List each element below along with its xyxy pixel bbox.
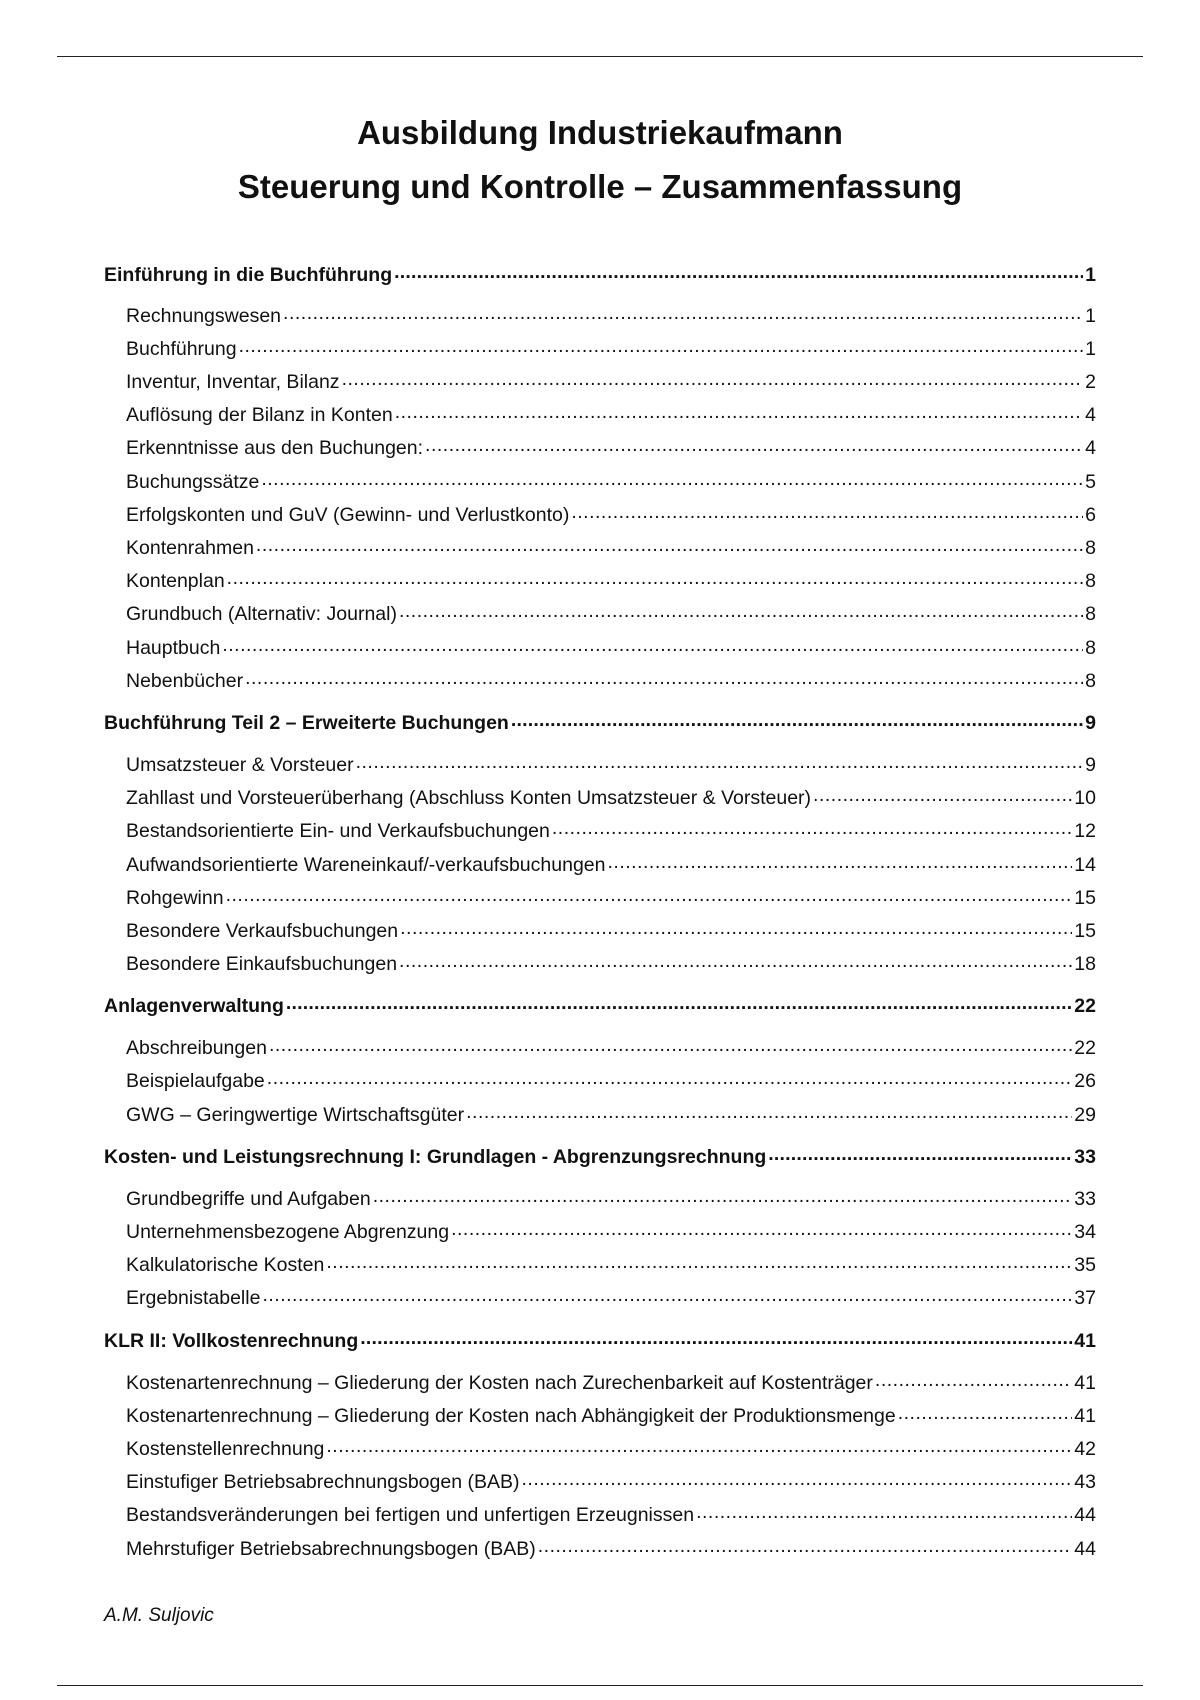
toc-entry[interactable] xyxy=(104,1252,1096,1285)
toc-entry[interactable] xyxy=(104,1369,1096,1402)
toc-dot-leader xyxy=(373,1185,1073,1205)
toc-entry[interactable] xyxy=(104,818,1096,851)
toc-page-number: 8 xyxy=(1085,669,1096,692)
toc-entry-title: Kosten- und Leistungsrechnung I: Grundlagen - Abgrenzungsrechnung xyxy=(104,1145,767,1168)
toc-dot-leader xyxy=(286,993,1072,1013)
toc-entry-title: Unternehmensbezogene Abgrenzung xyxy=(126,1221,450,1243)
toc-dot-leader xyxy=(267,1068,1073,1088)
toc-page-number: 14 xyxy=(1074,853,1096,876)
toc-page-number: 34 xyxy=(1074,1221,1096,1243)
toc-entry[interactable] xyxy=(104,402,1096,435)
toc-entry-title: Kontenrahmen xyxy=(126,537,254,559)
toc-page-number: 1 xyxy=(1085,337,1096,360)
toc-page-number: 9 xyxy=(1085,753,1096,776)
toc-dot-leader xyxy=(696,1502,1072,1522)
toc-entry[interactable] xyxy=(104,335,1096,368)
toc-entry[interactable] xyxy=(104,634,1096,667)
toc-page-number: 4 xyxy=(1085,437,1096,460)
title-line-1: Ausbildung Industriekaufmann xyxy=(357,114,843,151)
toc-entry-title: Umsatzsteuer & Vorsteuer xyxy=(126,753,354,776)
toc-entry[interactable] xyxy=(104,302,1096,335)
toc-dot-leader xyxy=(394,261,1083,281)
toc-entry-title: Kostenstellenrechnung xyxy=(126,1437,325,1460)
toc-entry[interactable] xyxy=(104,1502,1096,1535)
toc-dot-leader xyxy=(245,667,1083,687)
top-rule xyxy=(57,56,1143,57)
toc-page-number: 44 xyxy=(1074,1537,1096,1560)
toc-entry-title: Einführung in die Buchführung xyxy=(104,263,393,286)
toc-entry-title: GWG – Geringwertige Wirtschaftsgüter xyxy=(126,1103,465,1126)
toc-entry-title: Ergebnistabelle xyxy=(126,1287,261,1310)
toc-entry[interactable] xyxy=(104,501,1096,534)
toc-entry[interactable] xyxy=(104,884,1096,917)
toc-dot-leader xyxy=(283,302,1083,322)
toc-chapter[interactable] xyxy=(104,993,1096,1027)
page-title xyxy=(0,106,1200,214)
toc-dot-leader xyxy=(451,1219,1072,1239)
toc-page-number: 43 xyxy=(1074,1471,1096,1494)
toc-entry[interactable] xyxy=(104,1035,1096,1068)
toc-page-number: 1 xyxy=(1085,263,1096,286)
bottom-rule xyxy=(57,1685,1143,1686)
toc-entry[interactable] xyxy=(104,1469,1096,1502)
toc-page-number: 8 xyxy=(1085,603,1096,626)
toc-entry[interactable] xyxy=(104,851,1096,884)
toc-entry-title: Grundbuch (Alternativ: Journal) xyxy=(126,603,397,626)
toc-entry-title: Auflösung der Bilanz in Konten xyxy=(126,404,393,427)
toc-entry-title: Kalkulatorische Kosten xyxy=(126,1254,325,1277)
toc-entry[interactable] xyxy=(104,751,1096,784)
toc-entry-title: Rechnungswesen xyxy=(126,304,282,327)
toc-dot-leader xyxy=(813,785,1072,805)
toc-entry-title: Aufwandsorientierte Wareneinkauf/-verkaufsbuchungen xyxy=(126,853,606,876)
toc-page-number: 15 xyxy=(1074,919,1096,942)
toc-entry[interactable] xyxy=(104,1068,1096,1101)
toc-page-number: 8 xyxy=(1085,537,1096,559)
toc-entry[interactable] xyxy=(104,1402,1096,1435)
toc-entry-title: Beispielaufgabe xyxy=(126,1070,265,1093)
toc-entry[interactable] xyxy=(104,369,1096,402)
toc-page-number: 18 xyxy=(1074,953,1096,976)
toc-entry-title: Hauptbuch xyxy=(126,636,221,659)
toc-page-number: 33 xyxy=(1074,1145,1096,1168)
toc-dot-leader xyxy=(256,535,1083,555)
toc-dot-leader xyxy=(400,917,1072,937)
toc-dot-leader xyxy=(262,1285,1072,1305)
toc-entry-title: Kostenartenrechnung – Gliederung der Kosten nach Zurechenbarkeit auf Kostenträger xyxy=(126,1371,873,1394)
toc-page-number: 8 xyxy=(1085,570,1096,593)
toc-entry-title: Einstufiger Betriebsabrechnungsbogen (BAB) xyxy=(126,1471,520,1494)
toc-page-number: 44 xyxy=(1074,1504,1096,1527)
toc-entry[interactable] xyxy=(104,1435,1096,1468)
toc-entry-title: Buchführung xyxy=(126,337,237,360)
toc-entry[interactable] xyxy=(104,535,1096,568)
toc-entry-title: Besondere Verkaufsbuchungen xyxy=(126,919,399,942)
toc-page-number: 5 xyxy=(1085,470,1096,493)
toc-dot-leader xyxy=(399,951,1072,971)
toc-dot-leader xyxy=(768,1143,1072,1163)
toc-entry-title: Rohgewinn xyxy=(126,886,224,909)
toc-page-number: 6 xyxy=(1085,503,1096,526)
toc-entry-title: Buchungssätze xyxy=(126,470,260,493)
toc-page-number: 2 xyxy=(1085,371,1096,394)
toc-entry[interactable] xyxy=(104,917,1096,950)
table-of-contents xyxy=(104,261,1096,1568)
toc-chapter[interactable] xyxy=(104,1327,1096,1361)
toc-dot-leader xyxy=(875,1369,1072,1389)
author-name: A.M. Suljovic xyxy=(104,1605,214,1626)
toc-entry-title: Mehrstufiger Betriebsabrechnungsbogen (BAB) xyxy=(126,1537,536,1560)
toc-dot-leader xyxy=(326,1435,1072,1455)
toc-chapter[interactable] xyxy=(104,261,1096,294)
toc-dot-leader xyxy=(395,402,1083,422)
toc-entry-title: Erkenntnisse aus den Buchungen: xyxy=(126,437,424,460)
toc-dot-leader xyxy=(222,634,1083,654)
toc-page-number: 42 xyxy=(1074,1437,1096,1460)
toc-dot-leader xyxy=(552,818,1072,838)
toc-entry[interactable] xyxy=(104,951,1096,984)
toc-dot-leader xyxy=(227,568,1083,588)
toc-page-number: 33 xyxy=(1074,1187,1096,1210)
toc-entry-title: Bestandsveränderungen bei fertigen und unfertigen Erzeugnissen xyxy=(126,1504,695,1527)
toc-page-number: 22 xyxy=(1074,995,1096,1018)
toc-page-number: 41 xyxy=(1074,1404,1096,1427)
toc-entry[interactable] xyxy=(104,1535,1096,1568)
toc-entry[interactable] xyxy=(104,1101,1096,1134)
toc-entry[interactable] xyxy=(104,1185,1096,1218)
toc-dot-leader xyxy=(326,1252,1072,1272)
toc-page-number: 41 xyxy=(1074,1329,1096,1352)
toc-dot-leader xyxy=(239,335,1084,355)
toc-page-number: 4 xyxy=(1085,404,1096,427)
toc-entry-title: Zahllast und Vorsteuerüberhang (Abschluss Konten Umsatzsteuer & Vorsteuer) xyxy=(126,787,812,810)
toc-dot-leader xyxy=(261,468,1083,488)
toc-dot-leader xyxy=(607,851,1072,871)
toc-chapter[interactable] xyxy=(104,1143,1096,1177)
toc-entry[interactable] xyxy=(104,667,1096,700)
toc-entry[interactable] xyxy=(104,1285,1096,1318)
toc-entry-title: KLR II: Vollkostenrechnung xyxy=(104,1329,359,1352)
toc-page-number: 29 xyxy=(1074,1103,1096,1126)
toc-entry-title: Erfolgskonten und GuV (Gewinn- und Verlustkonto) xyxy=(126,503,570,526)
toc-dot-leader xyxy=(466,1101,1072,1121)
toc-entry[interactable] xyxy=(104,785,1096,818)
toc-entry[interactable] xyxy=(104,601,1096,634)
toc-page-number: 10 xyxy=(1074,787,1096,810)
toc-entry-title: Kostenartenrechnung – Gliederung der Kosten nach Abhängigkeit der Produktionsmenge xyxy=(126,1404,896,1427)
toc-page-number: 26 xyxy=(1074,1070,1096,1093)
toc-entry-title: Buchführung Teil 2 – Erweiterte Buchungen xyxy=(104,711,509,734)
toc-page-number: 35 xyxy=(1074,1254,1096,1277)
toc-page-number: 1 xyxy=(1085,304,1096,327)
toc-page-number: 9 xyxy=(1085,711,1096,734)
toc-entry-title: Kontenplan xyxy=(126,570,225,593)
toc-entry-title: Bestandsorientierte Ein- und Verkaufsbuchungen xyxy=(126,820,550,843)
toc-entry[interactable] xyxy=(104,568,1096,601)
toc-entry-title: Anlagenverwaltung xyxy=(104,995,284,1018)
toc-page-number: 22 xyxy=(1074,1037,1096,1060)
toc-page-number: 15 xyxy=(1074,886,1096,909)
toc-dot-leader xyxy=(511,709,1083,729)
toc-entry-title: Abschreibungen xyxy=(126,1037,267,1060)
title-line-2: Steuerung und Kontrolle – Zusammenfassung xyxy=(237,168,963,205)
toc-entry-title: Inventur, Inventar, Bilanz xyxy=(126,371,340,394)
toc-dot-leader xyxy=(360,1327,1072,1347)
toc-dot-leader xyxy=(898,1402,1073,1422)
toc-entry-title: Nebenbücher xyxy=(126,669,244,692)
toc-page-number: 37 xyxy=(1074,1287,1096,1310)
toc-dot-leader xyxy=(269,1035,1072,1055)
toc-chapter[interactable] xyxy=(104,709,1096,743)
toc-dot-leader xyxy=(226,884,1073,904)
toc-dot-leader xyxy=(425,435,1083,455)
toc-entry[interactable] xyxy=(104,1219,1096,1252)
toc-dot-leader xyxy=(356,751,1084,771)
toc-dot-leader xyxy=(522,1469,1073,1489)
toc-dot-leader xyxy=(538,1535,1073,1555)
toc-entry[interactable] xyxy=(104,468,1096,501)
toc-dot-leader xyxy=(399,601,1083,621)
toc-entry-title: Besondere Einkaufsbuchungen xyxy=(126,953,398,976)
toc-dot-leader xyxy=(571,501,1083,521)
toc-page-number: 41 xyxy=(1074,1371,1096,1394)
toc-page-number: 8 xyxy=(1085,636,1096,659)
toc-entry[interactable] xyxy=(104,435,1096,468)
toc-entry-title: Grundbegriffe und Aufgaben xyxy=(126,1187,371,1210)
toc-dot-leader xyxy=(342,369,1084,389)
toc-page-number: 12 xyxy=(1074,820,1096,843)
